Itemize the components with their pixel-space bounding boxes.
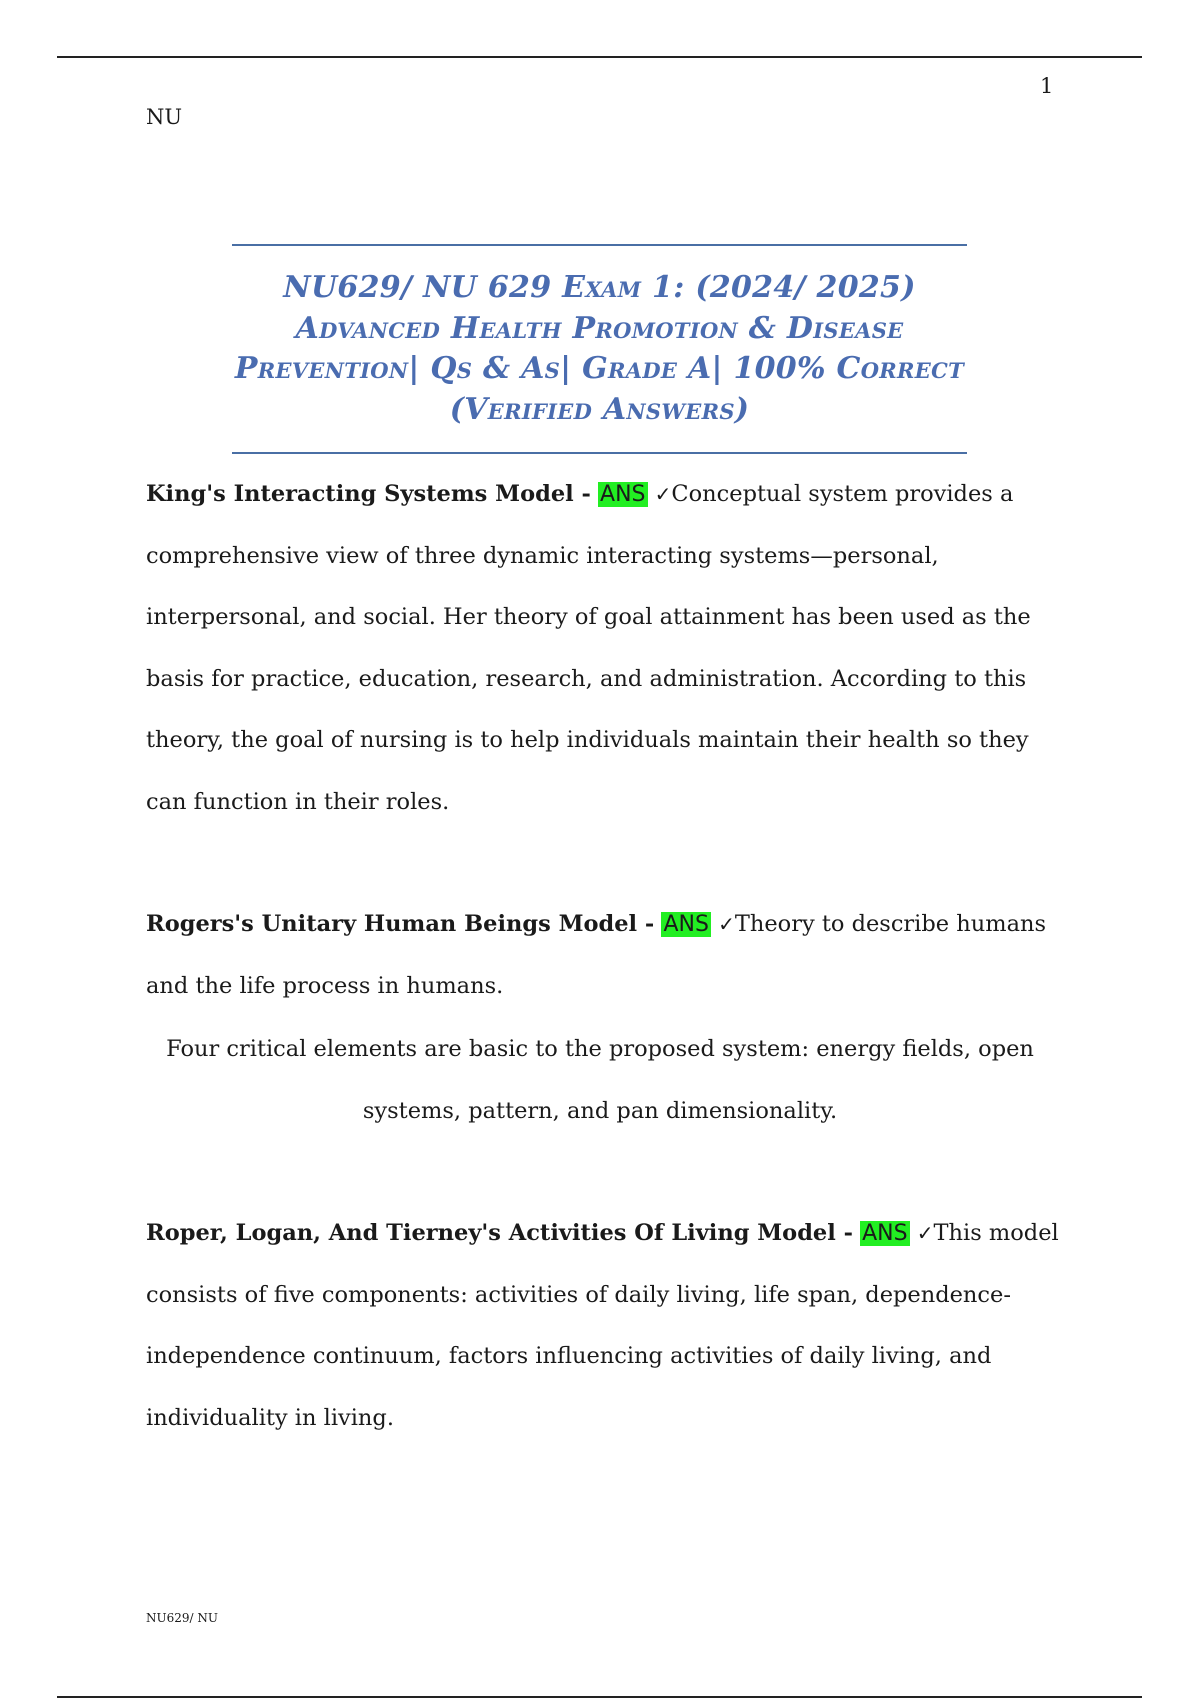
check-icon: ✓ (654, 482, 672, 506)
qa-entry-rogers-model (146, 894, 1076, 1017)
footer-rule (57, 1696, 1142, 1698)
check-icon: ✓ (718, 912, 735, 936)
page-number: 1 (1040, 74, 1054, 98)
qa-entry-roper-model (146, 1203, 1076, 1449)
running-header: NU (146, 105, 183, 129)
check-icon: ✓ (916, 1221, 934, 1245)
running-footer: NU629/ NU (146, 1611, 218, 1625)
entry-term: Rogers's Unitary Human Beings Model - (146, 911, 655, 937)
ans-badge: ANS (862, 1221, 908, 1246)
entry-term: King's Interacting Systems Model - (146, 481, 591, 507)
qa-entry-kings-model (146, 464, 1076, 833)
entry-centered-note: Four critical elements are basic to the proposed system: energy fields, open systems, pattern, and pan dimensionality. (166, 1036, 1034, 1124)
ans-badge: ANS (663, 912, 709, 937)
header-rule (57, 56, 1142, 58)
title-block (232, 244, 967, 454)
entry-answer: Conceptual system provides a comprehensive view of three dynamic interacting systems—personal, interpersonal, and social. Her theory of goal attainment has been used as the basis for practice, education, research, and administration. According to this theory, the goal of nursing is to help individuals maintain their health so they can function in their roles. (146, 481, 1031, 815)
entry-answer: Theory to describe humans and the life process in humans. (146, 911, 1047, 999)
entry-term: Roper, Logan, And Tierney's Activities Of Living Model - (146, 1220, 853, 1246)
entry-answer: This model consists of five components: activities of daily living, life span, dependence-independence continuum, factors influencing activities of daily living, and individuality in living. (146, 1220, 1059, 1431)
document-title: NU629/ NU 629 Exam 1: (2024/ 2025) Advanced Health Promotion & Disease Prevention| Qs & As| Grade A| 100% Correct (Verified Answers) (234, 270, 965, 427)
ans-badge: ANS (600, 482, 646, 507)
